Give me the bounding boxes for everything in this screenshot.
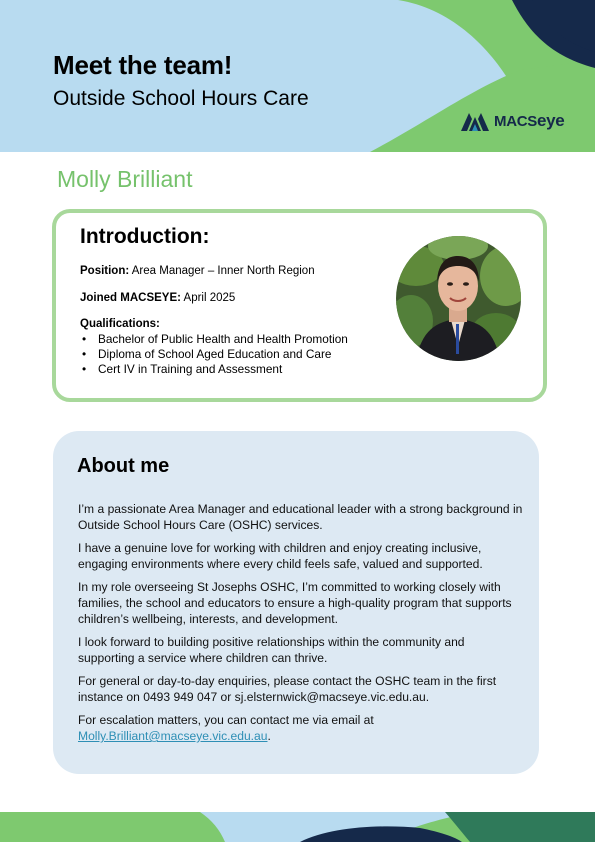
macseye-logo-icon xyxy=(460,110,490,132)
about-paragraph: In my role overseeing St Josephs OSHC, I’m committed to working closely with families, the school and educators to ensure a high-quality program that supports children’s wellbeing, interests, and development. xyxy=(78,580,512,626)
about-text xyxy=(78,501,523,751)
about-card xyxy=(53,431,539,774)
about-paragraph: I look forward to building positive relationships within the community and supporting a service where children can thrive. xyxy=(78,635,465,665)
qualification-item: • Cert IV in Training and Assessment xyxy=(80,362,348,377)
email-link[interactable]: Molly.Brilliant@macseye.vic.edu.au xyxy=(78,729,268,743)
qualification-item: • Diploma of School Aged Education and Care xyxy=(80,347,348,362)
logo-wordmark: MACSeye xyxy=(494,111,565,130)
page-title: Meet the team! xyxy=(53,50,233,80)
joined-field: Joined MACSEYE: April 2025 xyxy=(80,292,236,304)
about-paragraph: For general or day-to-day enquiries, please contact the OSHC team in the first instance on 0493 949 047 or sj.elsternwick@macseye.vic.edu.au. xyxy=(78,674,497,704)
about-paragraph: I have a genuine love for working with children and enjoy creating inclusive, engaging environments where every child feels safe, valued and supported. xyxy=(78,541,483,571)
profile-photo xyxy=(396,236,521,361)
introduction-card xyxy=(52,209,547,402)
staff-name: Molly Brilliant xyxy=(57,166,193,192)
introduction-heading: Introduction: xyxy=(80,225,210,248)
macseye-logo xyxy=(460,110,564,132)
about-paragraph: I’m a passionate Area Manager and educational leader with a strong background in Outside School Hours Care (OSHC) services. xyxy=(78,502,523,532)
about-heading: About me xyxy=(77,455,170,477)
position-field: Position: Area Manager – Inner North Region xyxy=(80,265,315,277)
page-subtitle: Outside School Hours Care xyxy=(53,87,309,110)
qualifications-list xyxy=(80,332,348,377)
about-paragraph: For escalation matters, you can contact me via email at Molly.Brilliant@macseye.vic.edu.au. xyxy=(78,713,374,743)
footer-background xyxy=(0,812,595,842)
qualification-item: • Bachelor of Public Health and Health Promotion xyxy=(80,332,348,347)
qualifications-label: Qualifications: xyxy=(80,318,160,330)
